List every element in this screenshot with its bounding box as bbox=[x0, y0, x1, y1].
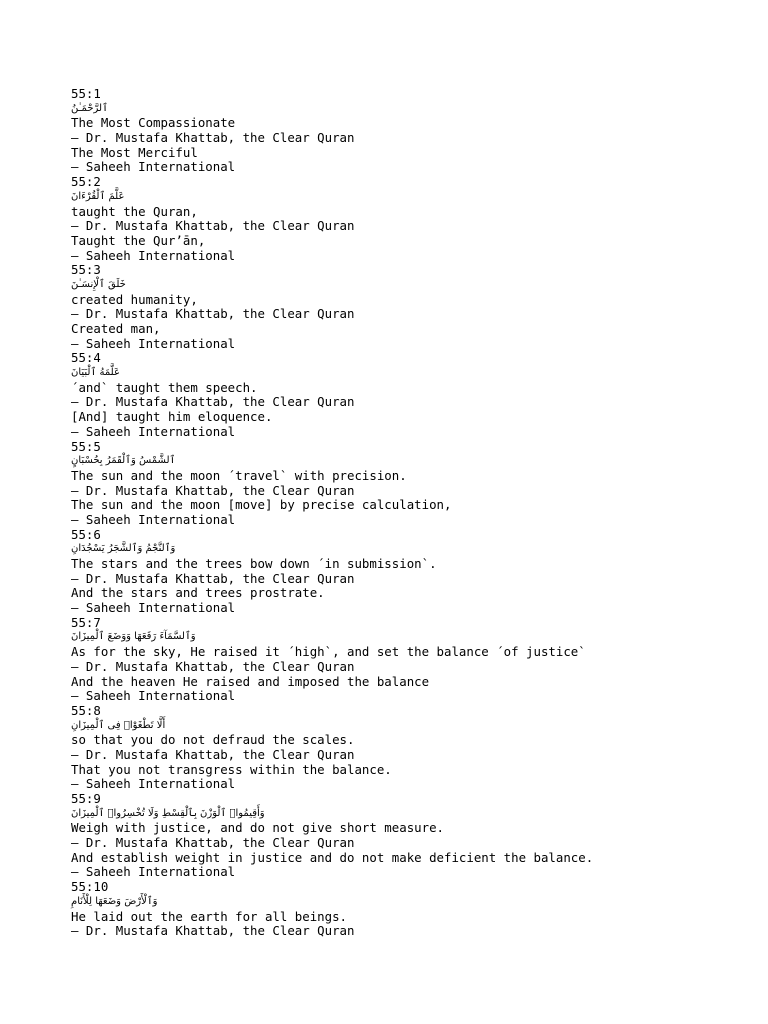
credit-saheeh: — Saheeh International bbox=[71, 511, 236, 527]
credit-saheeh: — Saheeh International bbox=[71, 247, 236, 263]
verse-55-2 bbox=[71, 175, 761, 263]
verse-list bbox=[71, 87, 761, 939]
credit-saheeh: — Saheeh International bbox=[71, 423, 236, 439]
translation-khattab: taught the Quran, bbox=[71, 203, 198, 219]
translation-khattab: Weigh with justice, and do not give short measure. bbox=[71, 820, 444, 836]
translation-saheeh: And the stars and trees prostrate. bbox=[71, 585, 325, 601]
credit-saheeh: — Saheeh International bbox=[71, 688, 236, 704]
credit-khattab: — Dr. Mustafa Khattab, the Clear Quran bbox=[71, 746, 355, 762]
credit-khattab: — Dr. Mustafa Khattab, the Clear Quran bbox=[71, 130, 355, 146]
translation-saheeh: And the heaven He raised and imposed the balance bbox=[71, 673, 430, 689]
arabic-text: عَلَّمَ ٱلْقُرْءَانَ bbox=[71, 190, 125, 202]
verse-ref: 55:7 bbox=[71, 614, 101, 630]
verse-ref: 55:5 bbox=[71, 438, 101, 454]
translation-saheeh: And establish weight in justice and do not make deficient the balance. bbox=[71, 849, 594, 865]
verse-ref: 55:9 bbox=[71, 791, 101, 806]
credit-khattab: — Dr. Mustafa Khattab, the Clear Quran bbox=[71, 658, 355, 674]
verse-ref: 55:4 bbox=[71, 350, 101, 366]
credit-saheeh: — Saheeh International bbox=[71, 776, 236, 792]
verse-55-8 bbox=[71, 704, 761, 792]
arabic-text: أَلَّا تَطْغَوْا۟ فِى ٱلْمِيزَانِ bbox=[71, 719, 166, 731]
translation-khattab: The sun and the moon ´travel` with precision. bbox=[71, 467, 407, 483]
arabic-text: وَأَقِيمُوا۟ ٱلْوَزْنَ بِٱلْقِسْطِ وَلَا تُخْسِرُوا۟ ٱلْمِيزَانَ bbox=[71, 807, 265, 819]
credit-saheeh: — Saheeh International bbox=[71, 864, 236, 880]
credit-khattab: — Dr. Mustafa Khattab, the Clear Quran bbox=[71, 218, 355, 234]
credit-khattab: — Dr. Mustafa Khattab, the Clear Quran bbox=[71, 570, 355, 586]
verse-ref: 55:3 bbox=[71, 262, 101, 278]
credit-khattab: — Dr. Mustafa Khattab, the Clear Quran bbox=[71, 835, 355, 851]
translation-khattab: As for the sky, He raised it ´high`, and set the balance ´of justice` bbox=[71, 644, 586, 660]
translation-saheeh: That you not transgress within the balance. bbox=[71, 761, 392, 777]
translation-khattab: The Most Compassionate bbox=[71, 115, 236, 131]
arabic-text: وَٱلنَّجْمُ وَٱلشَّجَرُ يَسْجُدَانِ bbox=[71, 543, 176, 555]
credit-khattab: — Dr. Mustafa Khattab, the Clear Quran bbox=[71, 394, 355, 410]
translation-khattab: The stars and the trees bow down ´in submission`. bbox=[71, 556, 437, 571]
translation-saheeh: [And] taught him eloquence. bbox=[71, 409, 273, 425]
arabic-text: ٱلرَّحْمَـٰنُ bbox=[71, 102, 108, 114]
credit-khattab: — Dr. Mustafa Khattab, the Clear Quran bbox=[71, 482, 355, 498]
translation-saheeh: Created man, bbox=[71, 321, 161, 336]
verse-55-6 bbox=[71, 528, 761, 616]
verse-55-7 bbox=[71, 616, 761, 704]
verse-55-10 bbox=[71, 880, 761, 939]
arabic-text: خَلَقَ ٱلْإِنسَـٰنَ bbox=[71, 278, 126, 290]
credit-saheeh: — Saheeh International bbox=[71, 600, 236, 616]
translation-saheeh: The sun and the moon [move] by precise calculation, bbox=[71, 497, 452, 513]
arabic-text: وَٱلْأَرْضَ وَضَعَهَا لِلْأَنَامِ bbox=[71, 895, 158, 907]
translation-khattab: ´and` taught them speech. bbox=[71, 379, 258, 395]
verse-ref: 55:6 bbox=[71, 526, 101, 542]
arabic-text: وَٱلسَّمَآءَ رَفَعَهَا وَوَضَعَ ٱلْمِيزَانَ bbox=[71, 631, 196, 643]
verse-55-5 bbox=[71, 440, 761, 528]
verse-ref: 55:1 bbox=[71, 86, 101, 101]
credit-saheeh: — Saheeh International bbox=[71, 335, 236, 351]
arabic-text: عَلَّمَهُ ٱلْبَيَانَ bbox=[71, 367, 120, 379]
verse-55-9 bbox=[71, 792, 761, 880]
arabic-text: ٱلشَّمْسُ وَٱلْقَمَرُ بِحُسْبَانٍ bbox=[71, 455, 176, 467]
credit-khattab: — Dr. Mustafa Khattab, the Clear Quran bbox=[71, 306, 355, 322]
translation-saheeh: The Most Merciful bbox=[71, 144, 198, 160]
credit-khattab: — Dr. Mustafa Khattab, the Clear Quran bbox=[71, 923, 355, 939]
verse-55-4 bbox=[71, 351, 761, 439]
verse-55-3 bbox=[71, 263, 761, 351]
verse-ref: 55:2 bbox=[71, 174, 101, 190]
credit-saheeh: — Saheeh International bbox=[71, 159, 236, 175]
translation-saheeh: Taught the Qur’ān, bbox=[71, 232, 206, 248]
verse-ref: 55:10 bbox=[71, 879, 109, 895]
verse-55-1 bbox=[71, 87, 761, 175]
translation-khattab: He laid out the earth for all beings. bbox=[71, 908, 348, 924]
verse-ref: 55:8 bbox=[71, 702, 101, 718]
translation-khattab: so that you do not defraud the scales. bbox=[71, 732, 355, 748]
translation-khattab: created humanity, bbox=[71, 291, 198, 307]
